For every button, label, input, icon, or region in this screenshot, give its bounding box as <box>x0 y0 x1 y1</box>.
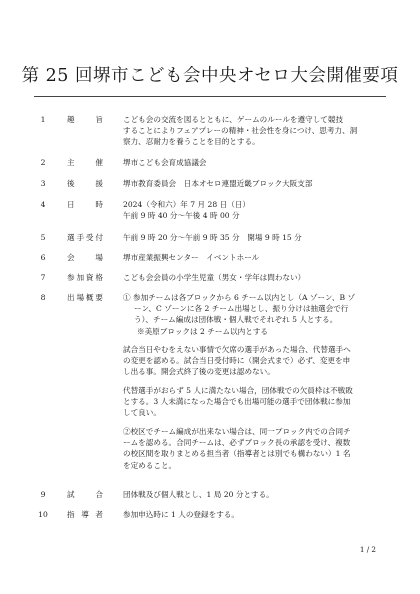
body-line: う）、チーム編成は団体戦・個人戦でそれぞれ 5 人とする。 <box>134 315 338 325</box>
page-number: 1 / 2 <box>359 545 376 554</box>
body-line: ーン、C ゾーンに各 2 チーム出場とし、振り分けは抽選会で行 <box>134 304 349 314</box>
section-body <box>123 489 385 500</box>
body-line: 参加申込時に 1 人の登録をする。 <box>123 510 239 519</box>
section-number: 9 <box>40 490 46 499</box>
page-title: 第 25 回堺市こども会中央オセロ大会開催要項 <box>21 66 399 86</box>
note-line: ②校区でチーム編成が出来ない場合は、同一ブロック内での合同チ <box>123 427 351 436</box>
title-divider <box>34 96 386 97</box>
section-number: 5 <box>40 233 46 242</box>
note-line: して良い。 <box>123 408 161 418</box>
note-line: の校区間を取りまとめる担当者（指導者とは別でも構わない）1 名 <box>123 449 351 459</box>
section-label: 趣 旨 <box>67 115 103 124</box>
body-line: こども会の交流を図るとともに、ゲームのルールを遵守して競技 <box>123 115 344 124</box>
section-body <box>123 199 385 221</box>
section-label: 会 場 <box>67 253 103 262</box>
section-number: 3 <box>40 179 46 188</box>
section-label: 参加資格 <box>67 273 103 282</box>
section-label: 選手受付 <box>67 233 103 242</box>
section-body <box>123 157 385 168</box>
section-label: 出場概要 <box>67 293 103 302</box>
section-body <box>123 252 385 263</box>
section-body <box>123 272 385 283</box>
section-body <box>123 232 385 243</box>
note-line: し出る事。開会式終了後の変更は認めない。 <box>123 367 275 377</box>
section-label: 主 催 <box>67 158 103 167</box>
section-label: 試 合 <box>67 490 103 499</box>
section-body <box>123 509 385 520</box>
section-number: 4 <box>40 200 46 209</box>
note-line: ームを認める。合同チームは、必ずブロック長の承認を受け、複数 <box>123 438 351 448</box>
body-line: 堺市教育委員会 日本オセロ連盟近畿ブロック大阪支部 <box>123 179 313 188</box>
section-label: 日 時 <box>67 200 103 209</box>
body-line: 団体戦及び個人戦とし、1 局 20 分とする。 <box>123 490 274 499</box>
body-line: 堺市こども会育成協議会 <box>123 158 207 167</box>
section-body <box>123 292 385 337</box>
section-number: 7 <box>40 273 46 282</box>
section-body <box>123 114 385 148</box>
body-line: 午前 9 時 40 分～午後 4 時 00 分 <box>123 211 240 221</box>
body-line: 堺市産業振興センター イベントホール <box>123 253 260 262</box>
note-line: 代替選手がおらず 5 人に満たない場合，団体戦での欠員枠は不戦敗 <box>123 386 353 395</box>
section-label: 後 援 <box>67 179 103 188</box>
note-line: とする。3 人未満になった場合でも出場可能の選手で団体戦に参加 <box>123 397 351 407</box>
note-line: 試合当日やむをえない事情で欠席の選手があった場合、代替選手へ <box>123 345 351 354</box>
section-number: 10 <box>38 510 48 519</box>
section-number: 1 <box>40 115 46 124</box>
body-line: 2024（令和六）年 7 月 28 日（日） <box>123 200 251 209</box>
body-line: 午前 9 時 20 分～午前 9 時 35 分 開場 9 時 15 分 <box>123 233 302 242</box>
body-line: することによりフェアプレーの精神・社会性を身につけ、思考力、洞 <box>123 126 358 136</box>
section-number: 8 <box>40 293 46 302</box>
section-label: 指 導 者 <box>67 510 103 519</box>
body-line: 察力、忍耐力を養うことを目的とする。 <box>123 137 260 147</box>
body-line: ① 参加チームは各ブロックから 6 チーム以内とし（A ゾーン、B ゾ <box>123 293 356 302</box>
section-body <box>123 178 385 189</box>
note-line: を定めること。 <box>123 460 177 470</box>
body-line: ※美原ブロックは 2 チーム以内とする <box>137 326 269 336</box>
note-body <box>123 385 385 419</box>
note-body <box>123 426 385 471</box>
section-number: 6 <box>40 253 46 262</box>
note-body <box>123 344 385 378</box>
body-line: こども会会員の小学生児童（男女・学年は問わない） <box>123 273 306 282</box>
section-number: 2 <box>40 158 46 167</box>
note-line: の変更を認める。試合当日受付時に（開会式まで）必ず、変更を申 <box>123 356 351 366</box>
